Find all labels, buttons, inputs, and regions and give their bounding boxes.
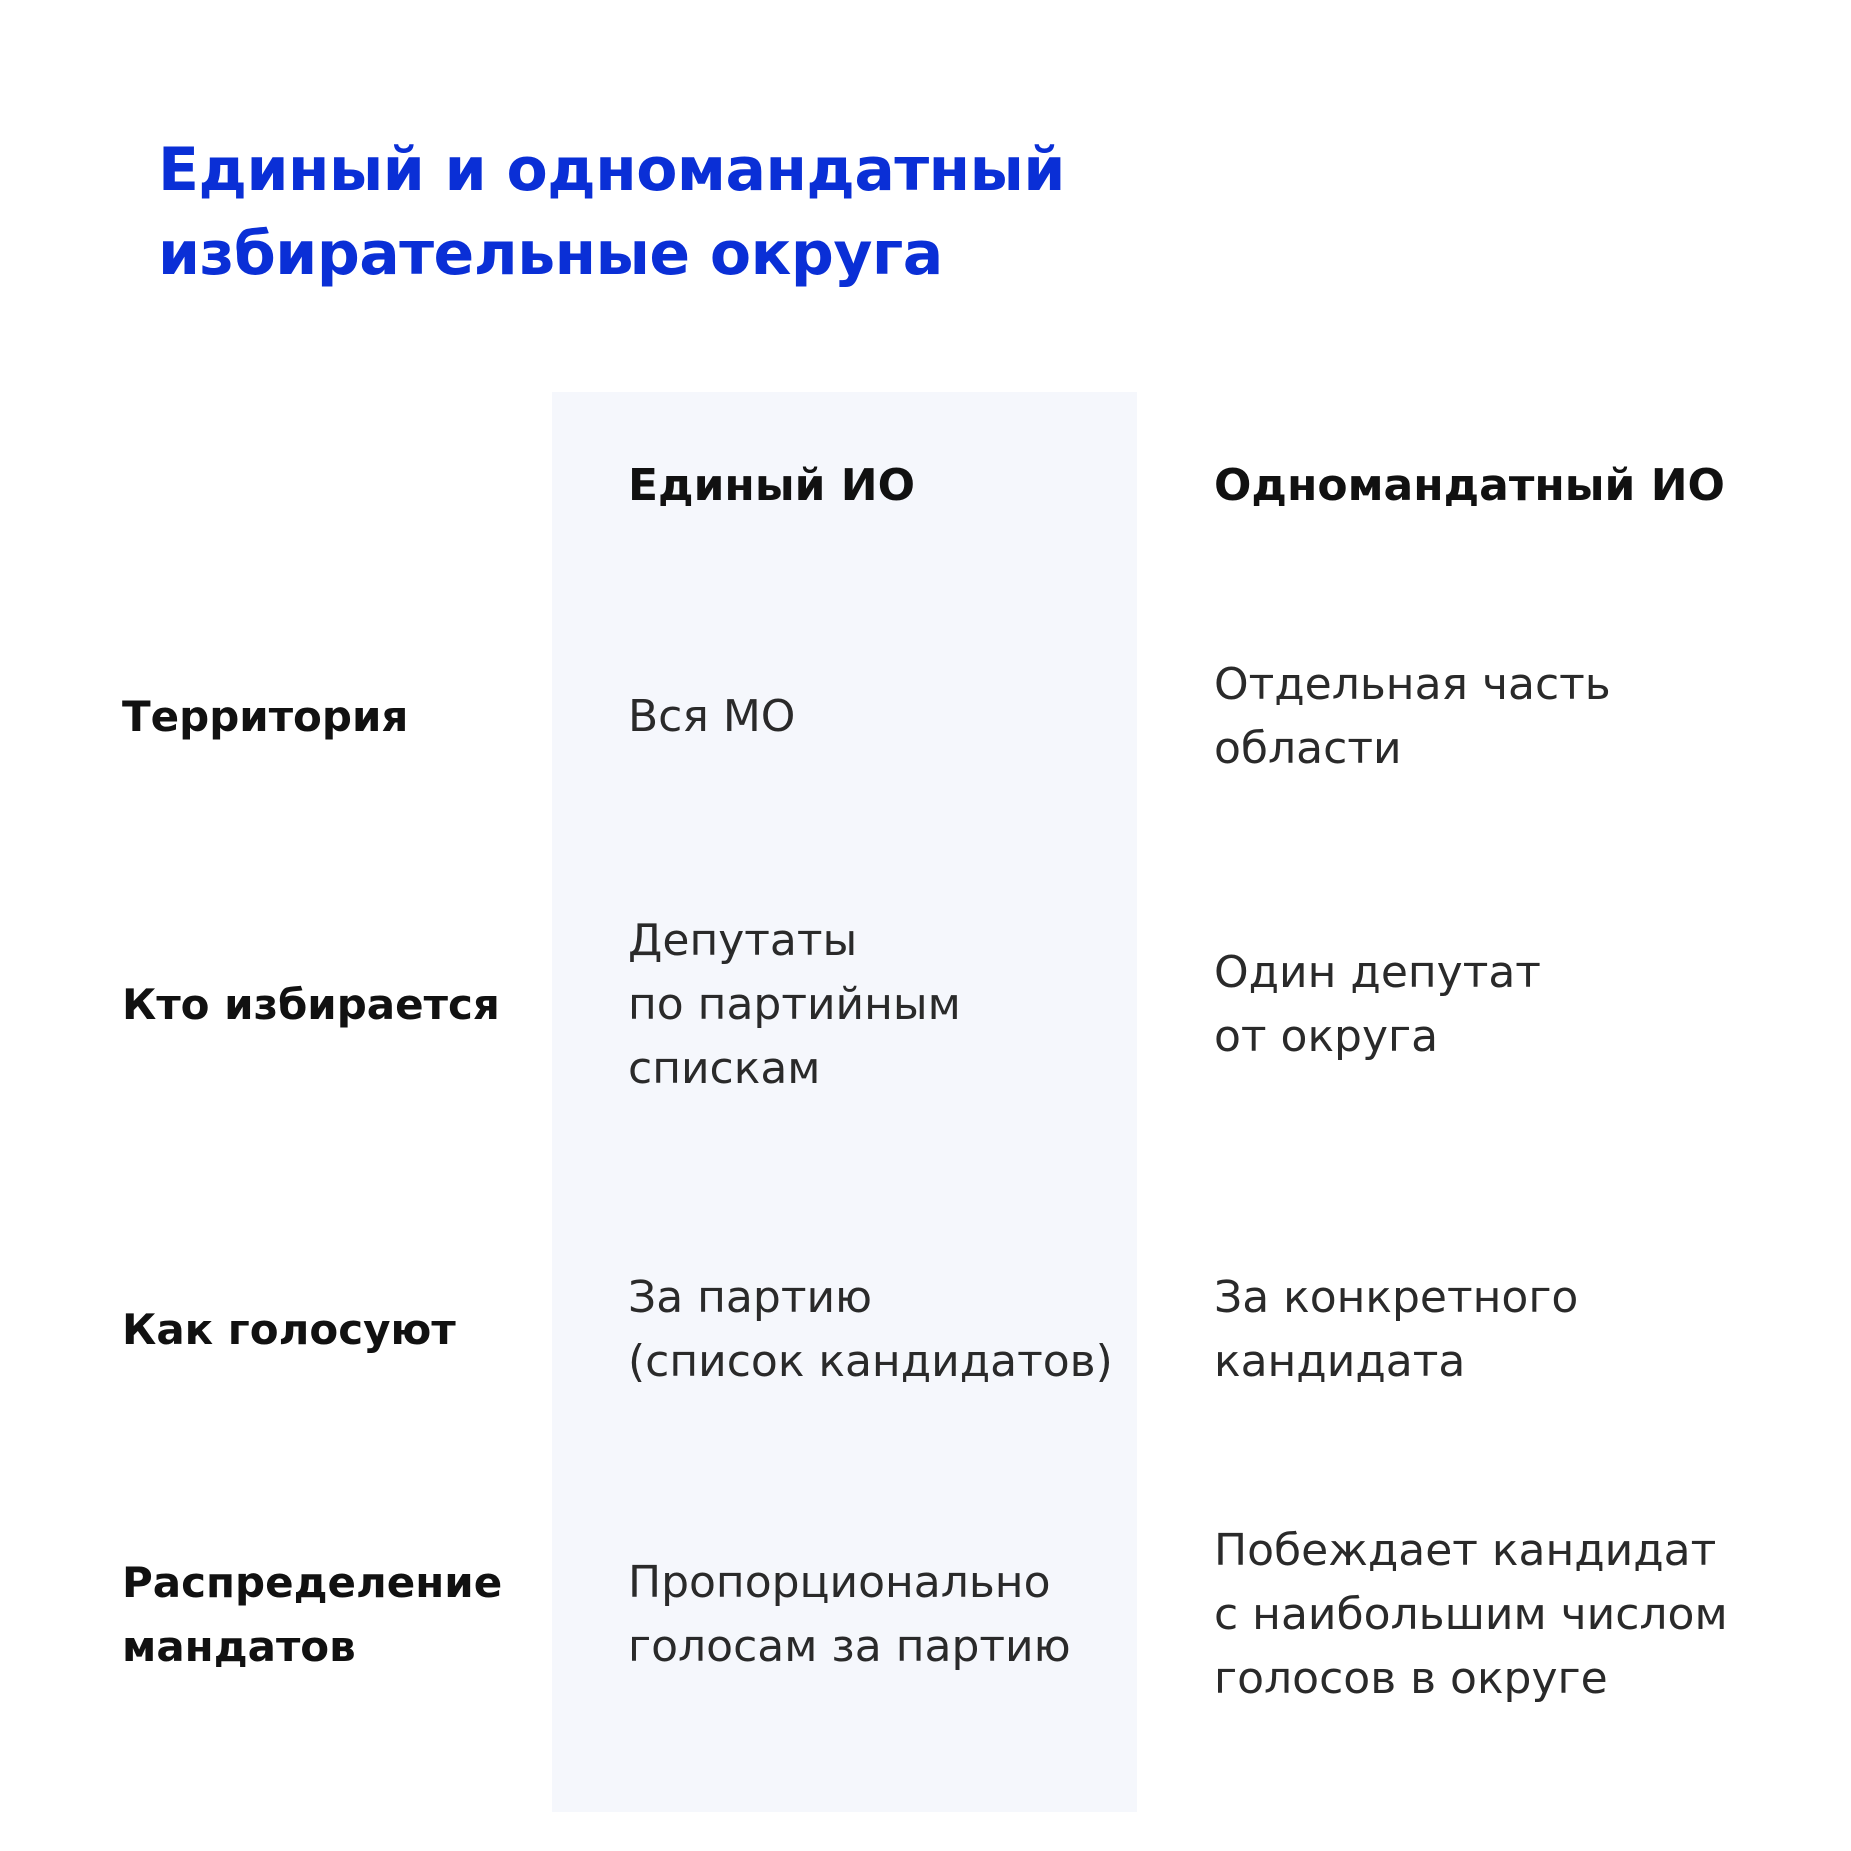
row-label <box>122 1230 542 1430</box>
cell-line: Побеждает кандидат <box>1214 1525 1717 1576</box>
column-header-single-mandate: Одномандатный ИО <box>1214 460 1725 511</box>
page-title-line-2: избирательные округа <box>158 219 943 289</box>
row-label <box>122 612 542 822</box>
row-label-line: Распределение <box>122 1558 503 1607</box>
row-label-line: мандатов <box>122 1622 356 1671</box>
cell-unified <box>628 870 1108 1140</box>
cell-line: спискам <box>628 1043 821 1094</box>
cell-line: голосам за партию <box>628 1621 1071 1672</box>
cell-unified <box>628 1500 1108 1730</box>
table-row-territory <box>0 612 1851 822</box>
cell-line: Отдельная часть <box>1214 659 1611 710</box>
table-row-who-is-elected <box>0 870 1851 1140</box>
cell-line: кандидата <box>1214 1336 1466 1387</box>
page-title <box>158 128 1065 296</box>
row-label-line: Кто избирается <box>122 980 500 1029</box>
cell-line: по партийным <box>628 979 961 1030</box>
cell-line: с наибольшим числом <box>1214 1589 1728 1640</box>
row-label <box>122 870 542 1140</box>
cell-line: Пропорционально <box>628 1557 1051 1608</box>
row-label-line: Как голосуют <box>122 1305 456 1354</box>
table-row-mandate-distribution <box>0 1500 1851 1730</box>
cell-line: За конкретного <box>1214 1272 1579 1323</box>
cell-line: от округа <box>1214 1011 1439 1062</box>
cell-single-mandate <box>1214 1500 1834 1730</box>
column-header-unified: Единый ИО <box>628 460 915 511</box>
cell-unified <box>628 612 1108 822</box>
cell-single-mandate <box>1214 1230 1834 1430</box>
cell-unified <box>628 1230 1113 1430</box>
cell-line: Один депутат <box>1214 947 1541 998</box>
page-title-line-1: Единый и одномандатный <box>158 135 1065 205</box>
cell-single-mandate <box>1214 612 1834 822</box>
cell-line: голосов в округе <box>1214 1653 1608 1704</box>
row-label-line: Территория <box>122 692 409 741</box>
row-label <box>122 1500 542 1730</box>
table-row-how-they-vote <box>0 1230 1851 1430</box>
cell-line: Вся МО <box>628 691 796 742</box>
cell-line: (список кандидатов) <box>628 1336 1113 1387</box>
cell-line: Депутаты <box>628 915 858 966</box>
cell-line: За партию <box>628 1272 873 1323</box>
cell-single-mandate <box>1214 870 1834 1140</box>
cell-line: области <box>1214 723 1402 774</box>
